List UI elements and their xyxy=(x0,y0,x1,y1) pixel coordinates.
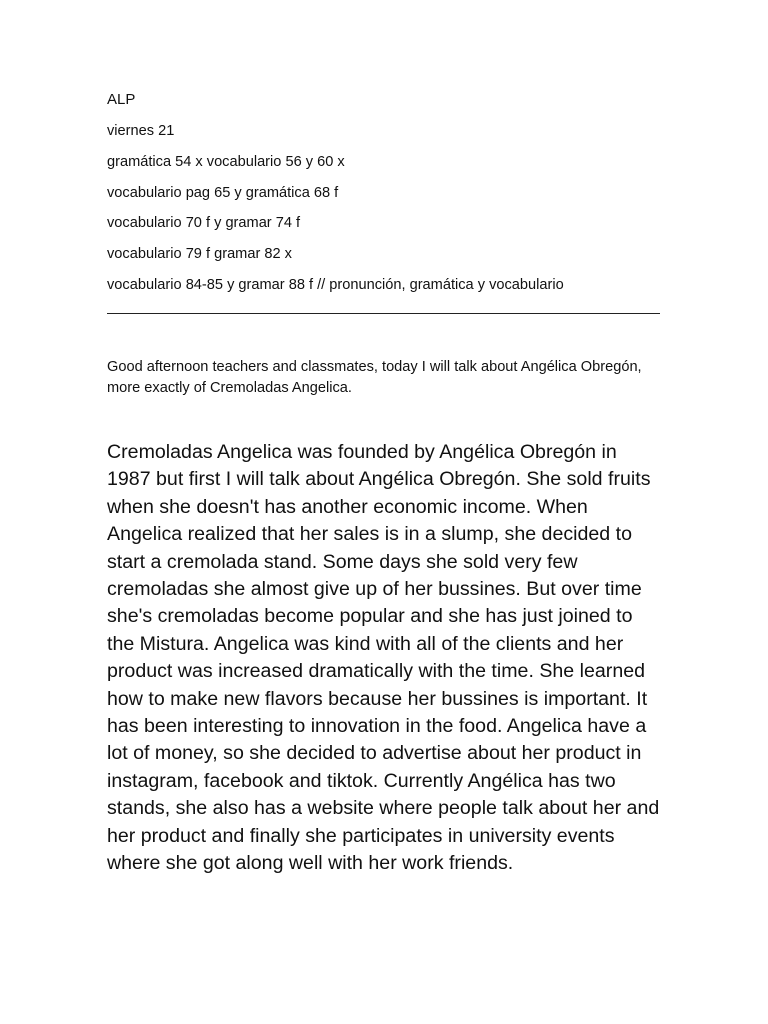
note-line-date: viernes 21 xyxy=(107,123,175,139)
note-line: vocabulario 70 f y gramar 74 f xyxy=(107,215,301,231)
horizontal-divider xyxy=(107,313,660,314)
essay-paragraph: Cremoladas Angelica was founded by Angélica Obregón in 1987 but first I will talk about Angélica Obregón. She sold fruits when she doesn't has another economic income. When Angelica realized that her sales is in a slump, she decided to start a cremolada stand. Some days she sold very few cremoladas she almost give up of her bussines. But over time she's cremoladas become popular and she has just joined to the Mistura. Angelica was kind with all of the clients and her product was increased dramatically with the time. She learned how to make new flavors because her bussines is important. It has been interesting to innovation in the food. Angelica have a lot of money, so she decided to advertise about her product in instagram, facebook and tiktok. Currently Angélica has two stands, she also has a website where people talk about her and her product and finally she participates in university events where she got along well with her work friends. xyxy=(107,441,660,875)
note-line: vocabulario 79 f gramar 82 x xyxy=(107,246,292,262)
note-line: gramática 54 x vocabulario 56 y 60 x xyxy=(107,154,345,170)
intro-paragraph: Good afternoon teachers and classmates, today I will talk about Angélica Obregón, more exactly of Cremoladas Angelica. xyxy=(107,359,642,396)
note-line: vocabulario 84-85 y gramar 88 f // pronunción, gramática y vocabulario xyxy=(107,277,564,293)
note-line: vocabulario pag 65 y gramática 68 f xyxy=(107,185,339,201)
document-title: ALP xyxy=(107,91,136,108)
